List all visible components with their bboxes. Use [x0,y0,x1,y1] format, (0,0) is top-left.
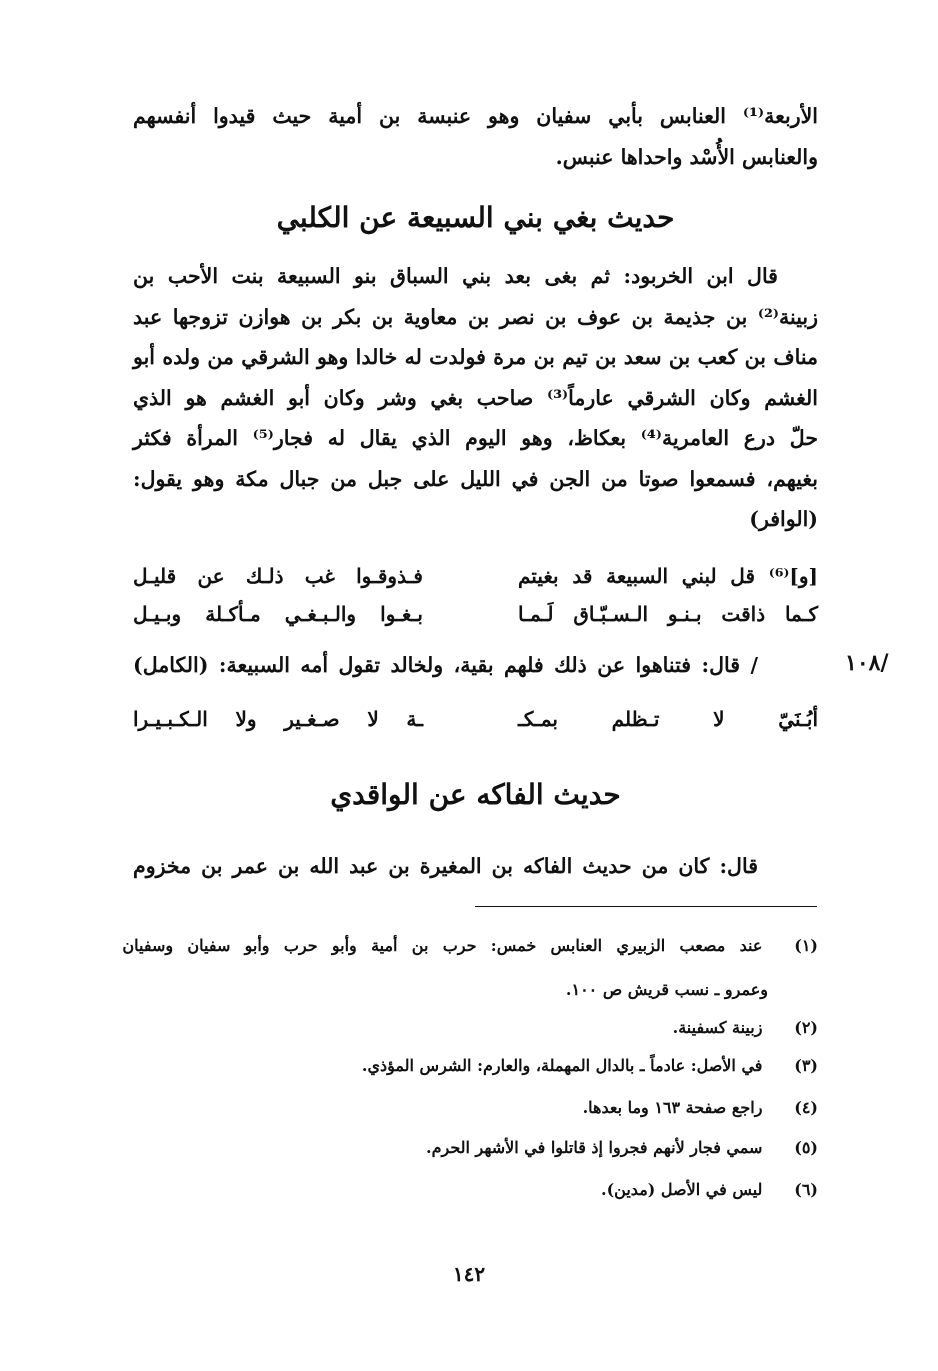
text-line: قال ابن الخربود: ثم بغى بعد بني السباق بنو السبيعة بنت الأحب بن [133,264,778,288]
page-number: ١٤٢ [452,1262,486,1286]
verse-second-hemistich: بـغـوا والـبـغـي مـأكـلة وبـيـل [133,602,423,626]
footnote-text: سمي فجار لأنهم فجروا إذ قاتلوا في الأشهر الحرم. [426,1138,763,1157]
footnote-text: راجع صفحة ١٦٣ وما بعدها. [582,1098,763,1117]
text-line: والعنابس الأُسْد واحداها عنبس. [555,144,818,169]
footnote-number: (٥) [794,1138,818,1157]
narrative-paragraph [133,256,818,540]
footnote-text: في الأصل: عادماً ـ بالدال المهملة، والعارم: الشرس المؤذي. [361,1056,763,1075]
footnote [120,1130,818,1166]
footnote-number: (٤) [794,1098,818,1117]
verse-first-hemistich: [و]⁽⁶⁾ قل لبني السبيعة قد بغيتم [518,564,818,588]
footnote-continuation: وعمرو ـ نسب قريش ص ١٠٠. [565,980,768,999]
poem-verse [133,595,818,633]
footnote [120,1010,818,1046]
footnote-number: (٢) [794,1018,818,1037]
footnote [120,1048,818,1084]
text-line: قال: كان من حديث الفاكه بن المغيرة بن عبد الله بن عمر بن مخزوم [133,854,758,878]
text-line: زبينة⁽²⁾ بن جذيمة بن عوف بن نصر بن معاوية بن بكر بن هوازن تزوجها عبد [133,304,818,329]
meter-label: (الوافر) [749,507,818,531]
poem-verse [133,700,818,738]
marginal-page-reference: /١٠٨ [845,650,889,676]
footnote [120,1090,818,1126]
footnote-separator [475,906,817,907]
verse-second-hemistich: ـة لا صـغـير ولا الـكـبـيـرا [133,707,423,731]
narrative-paragraph [133,645,818,686]
text-line: / قال: فتناهوا عن ذلك فلهم بقية، ولخالد تقول أمه السبيعة: (الكامل) [133,653,758,677]
footnote-number: (٦) [794,1180,818,1199]
section-heading: حديث بغي بني السبيعة عن الكلبي [276,201,675,234]
footnote-text: ليس في الأصل (مدين). [601,1180,763,1199]
opening-paragraph [133,96,818,177]
verse-first-hemistich: كـما ذاقت بـنـو الـسـبّـاق لَـمـا [518,602,818,626]
section-heading: حديث الفاكه عن الواقدي [330,778,621,811]
narrative-paragraph [133,846,818,887]
verse-second-hemistich: فـذوقـوا غب ذلـك عن قليـل [133,564,423,588]
poem-verse [133,557,818,595]
footnote [120,1172,818,1208]
text-line: بغيهم، فسمعوا صوتا من الجن في الليل على جبل من جبال مكة وهو يقول: [133,466,818,491]
text-line: الغشم وكان الشرقي عارماً⁽³⁾ صاحب بغي وشر وكان أبو الغشم هو الذي [133,385,818,410]
footnote-text: عند مصعب الزبيري العنابس خمس: حرب بن أمية وأبو حرب وأبو سفيان وسفيان [122,936,763,955]
text-line: الأربعة⁽¹⁾ العنابس بأبي سفيان وهو عنبسة بن أمية حيث قيدوا أنفسهم [133,104,818,128]
footnote [120,928,818,964]
text-line: مناف بن كعب بن سعد بن تيم بن مرة فولدت له خالدا وهو الشرقي من ولده أبو [133,345,818,369]
verse-first-hemistich: أبُـنَيّ لا تـظلم بمـكـ [518,707,818,731]
text-line: حلّ درع العامرية⁽⁴⁾ بعكاظ، وهو اليوم الذي يقال له فجار⁽⁵⁾ المرأة فكثر [133,426,818,450]
footnote-number: (١) [794,936,818,955]
footnote-text: زبينة كسفينة. [672,1018,763,1037]
footnote-number: (٣) [794,1056,818,1075]
